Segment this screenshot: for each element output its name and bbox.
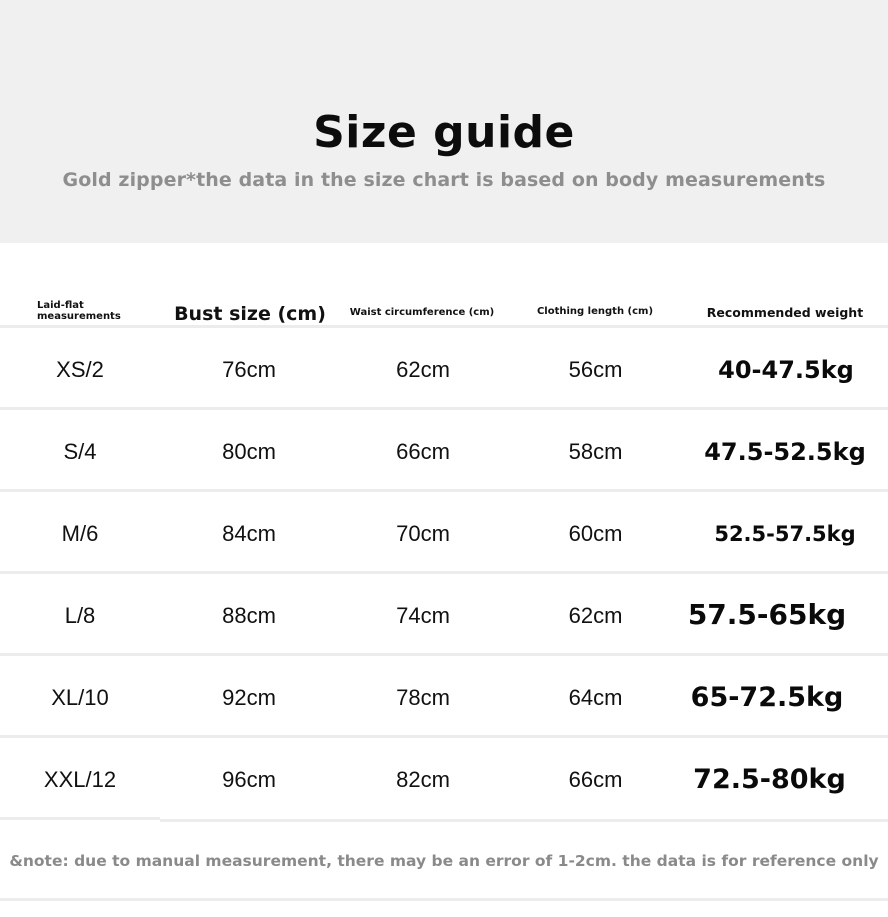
length-cell: 60cm bbox=[568, 521, 623, 546]
waist-cell: 66cm bbox=[396, 439, 450, 464]
column-header-length: Clothing length (cm) bbox=[536, 306, 654, 317]
column-header-weight: Recommended weight bbox=[706, 305, 864, 320]
weight-cell: 47.5-52.5kg bbox=[704, 438, 866, 466]
size-cell: XXL/12 bbox=[43, 767, 117, 792]
bust-cell: 92cm bbox=[222, 685, 276, 710]
column-header-bust: Bust size (cm) bbox=[174, 303, 326, 325]
row-divider bbox=[160, 819, 888, 822]
row-divider bbox=[0, 817, 160, 820]
size-cell: L/8 bbox=[64, 603, 96, 628]
bust-cell: 80cm bbox=[222, 439, 276, 464]
page-subtitle: Gold zipper*the data in the size chart is based on body measurements bbox=[62, 169, 826, 191]
size-cell: XS/2 bbox=[56, 357, 104, 382]
row-divider bbox=[0, 653, 888, 656]
size-cell: S/4 bbox=[63, 439, 97, 464]
waist-cell: 74cm bbox=[396, 603, 450, 628]
weight-cell: 65-72.5kg bbox=[690, 682, 844, 713]
size-cell: M/6 bbox=[61, 521, 99, 546]
row-divider bbox=[0, 735, 888, 738]
column-header-size: Laid-flat measurements bbox=[37, 300, 121, 322]
weight-cell: 72.5-80kg bbox=[693, 764, 846, 795]
bottom-divider bbox=[0, 898, 888, 901]
bust-cell: 88cm bbox=[222, 603, 276, 628]
bust-cell: 76cm bbox=[222, 357, 276, 382]
waist-cell: 62cm bbox=[396, 357, 450, 382]
row-divider bbox=[0, 407, 888, 410]
length-cell: 66cm bbox=[568, 767, 623, 792]
waist-cell: 78cm bbox=[396, 685, 450, 710]
waist-cell: 82cm bbox=[396, 767, 450, 792]
length-cell: 64cm bbox=[568, 685, 623, 710]
weight-cell: 40-47.5kg bbox=[718, 356, 854, 384]
size-cell: XL/10 bbox=[51, 685, 109, 710]
length-cell: 62cm bbox=[568, 603, 623, 628]
row-divider bbox=[0, 489, 888, 492]
length-cell: 58cm bbox=[568, 439, 623, 464]
row-divider bbox=[0, 325, 888, 328]
footnote: &note: due to manual measurement, there may be an error of 1-2cm. the data is for reference only bbox=[9, 852, 879, 870]
waist-cell: 70cm bbox=[396, 521, 450, 546]
header-banner bbox=[0, 0, 888, 243]
column-header-waist: Waist circumference (cm) bbox=[349, 307, 495, 318]
page-title: Size guide bbox=[313, 107, 575, 158]
bust-cell: 96cm bbox=[222, 767, 276, 792]
row-divider bbox=[0, 571, 888, 574]
weight-cell: 52.5-57.5kg bbox=[714, 522, 856, 546]
bust-cell: 84cm bbox=[222, 521, 276, 546]
weight-cell: 57.5-65kg bbox=[687, 598, 847, 631]
length-cell: 56cm bbox=[568, 357, 623, 382]
